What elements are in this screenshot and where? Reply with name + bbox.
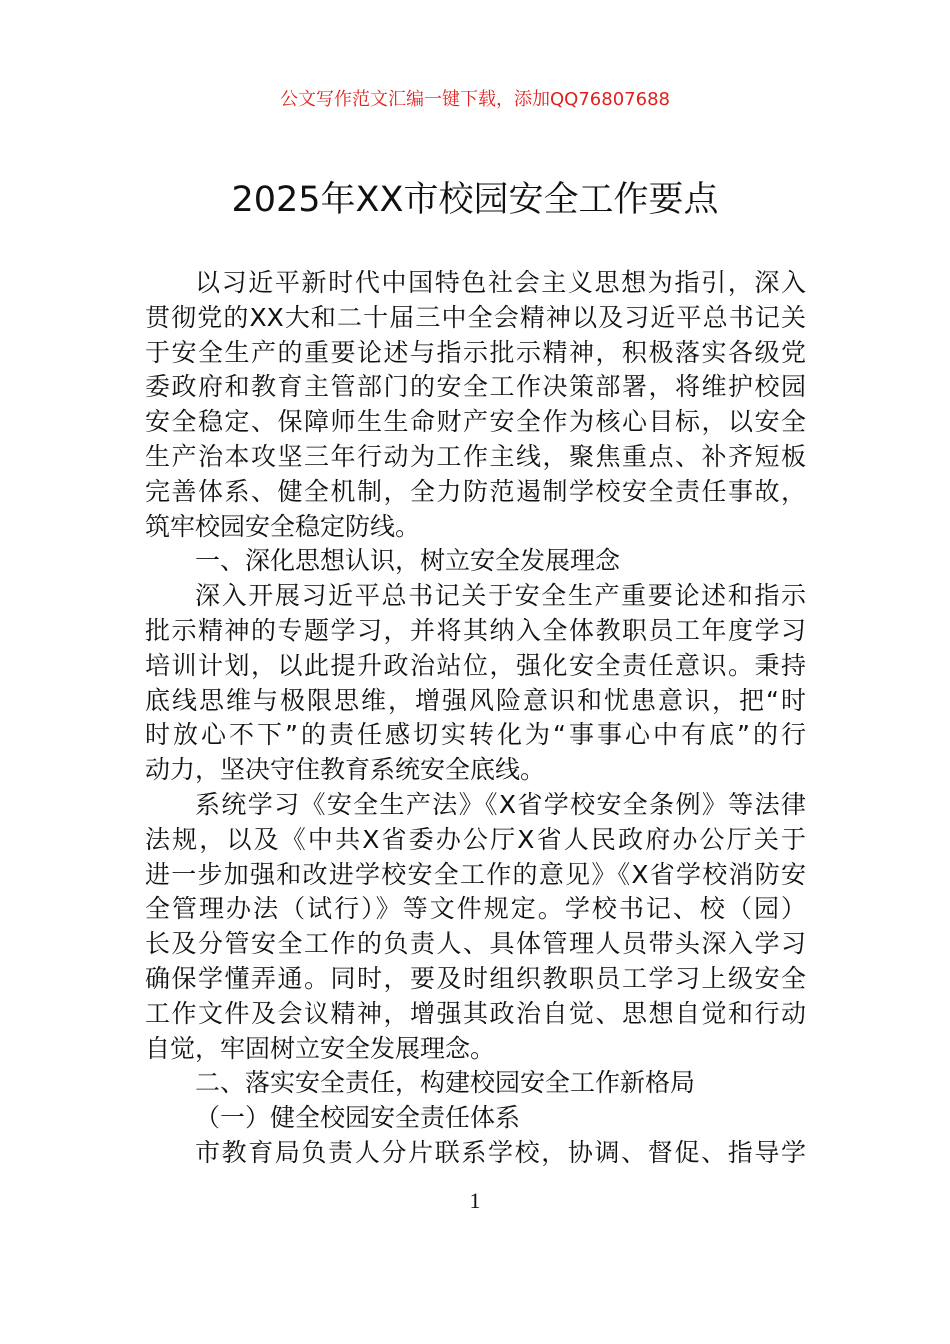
paragraph [145,1136,806,1171]
promo-watermark: 公文写作范文汇编一键下载，添加QQ76807688 [280,89,670,110]
text-line: 确保学懂弄通。同时，要及时组织教职员工学习上级安全 [145,963,806,993]
text-line: 底线思维与极限思维，增强风险意识和忧患意识，把“时 [145,685,806,715]
paragraph [145,579,806,788]
text-line: 贯彻党的XX大和二十届三中全会精神以及习近平总书记关 [145,302,806,332]
text-line: 培训计划，以此提升政治站位，强化安全责任意识。秉持 [145,650,806,680]
text-line: 工作文件及会议精神，增强其政治自觉、思想自觉和行动 [145,998,806,1028]
text-line: 安全稳定、保障师生生命财产安全作为核心目标，以安全 [145,407,806,437]
text-line: 委政府和教育主管部门的安全工作决策部署，将维护校园 [145,372,806,402]
text-line: 自觉，牢固树立安全发展理念。 [145,1033,496,1063]
text-line: 深入开展习近平总书记关于安全生产重要论述和指示 [195,581,806,611]
paragraph [145,266,806,544]
paragraph [145,788,806,1066]
section-heading [145,544,806,579]
text-line: 于安全生产的重要论述与指示批示精神，积极落实各级党 [145,337,806,367]
document-body [145,266,806,1171]
document-title: 2025年XX市校园安全工作要点 [231,180,719,220]
text-line: 生产治本攻坚三年行动为工作主线，聚焦重点、补齐短板 [145,441,806,471]
section-heading [145,1066,806,1101]
text-line: 系统学习《安全生产法》《X省学校安全条例》等法律 [195,789,806,819]
text-line: （一）健全校园安全责任体系 [195,1103,521,1133]
text-line: 以习近平新时代中国特色社会主义思想为指引，深入 [195,268,806,297]
text-line: 法规，以及《中共X省委办公厅X省人民政府办公厅关于 [145,824,806,854]
text-line: 一、深化思想认识，树立安全发展理念 [195,546,621,576]
text-line: 批示精神的专题学习，并将其纳入全体教职员工年度学习 [145,615,806,645]
text-line: 筑牢校园安全稳定防线。 [145,511,421,541]
text-line: 动力，坚决守住教育系统安全底线。 [145,755,546,785]
text-line: 全管理办法（试行）》等文件规定。学校书记、校（园） [145,894,806,924]
text-line: 市教育局负责人分片联系学校，协调、督促、指导学 [195,1137,806,1167]
section-heading [145,1101,806,1136]
text-line: 完善体系、健全机制，全力防范遏制学校安全责任事故， [145,476,806,506]
text-line: 进一步加强和改进学校安全工作的意见》《X省学校消防安 [145,859,806,889]
page-number: 1 [469,1188,481,1213]
text-line: 长及分管安全工作的负责人、具体管理人员带头深入学习 [145,929,806,959]
text-line: 时放心不下”的责任感切实转化为“事事心中有底”的行 [145,720,806,750]
text-line: 二、落实安全责任，构建校园安全工作新格局 [195,1068,696,1098]
